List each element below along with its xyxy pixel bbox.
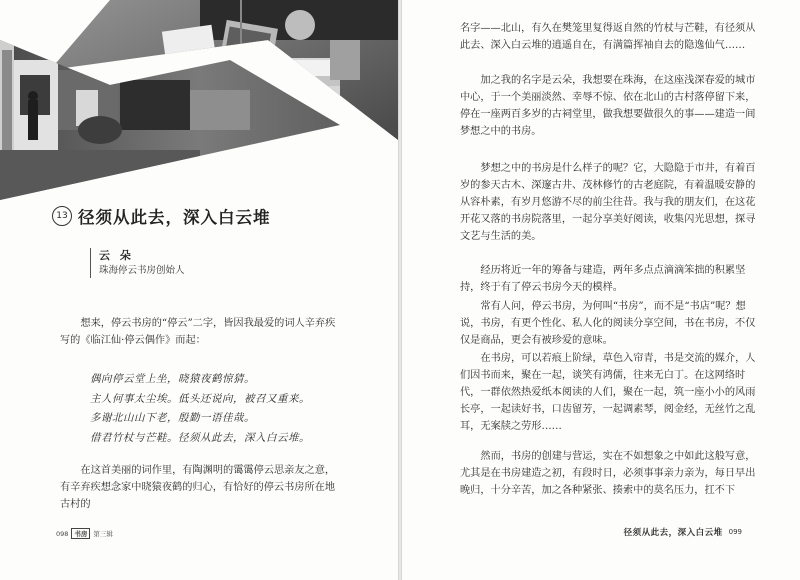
body-paragraph: 然而，书房的创建与营运，实在不如想象之中如此这般写意，尤其是在书房建造之初，有段时日，必须事事亲力亲为，每日早出晚归，十分辛苦，加之各种紧张、揍索中的莫名压力，扛不下 [460, 451, 756, 496]
left-footer [56, 528, 113, 539]
left-page [0, 0, 398, 580]
body-paragraph: 常有人问，停云书房，为何叫“书房”，而不是“书店”呢？想说，书房，有更个性化、私人化的阅读分享空间，书在书房，不仅仅是商品，更会有被珍爱的意味。 [460, 301, 756, 346]
body-paragraph: 经历将近一年的筹备与建造，两年多点点滴滴笨拙的积累坚持，终于有了停云书房今天的模样。 [460, 265, 746, 293]
poem-line: 主人何事太尘埃。低头还说向，被召又重来。 [90, 392, 310, 405]
author-name: 云 朵 [99, 249, 134, 262]
publication-logo: 书房 [71, 528, 90, 539]
body-paragraph: 名字——北山，有久在樊笼里复得返自然的竹杖与芒鞋，有径须从此去、深入白云堆的逍遥自在，有满篇挥袖自去的隐逸仙气…… [460, 23, 756, 51]
poem-line: 借君竹杖与芒鞋。径须从此去，深入白云堆。 [90, 431, 310, 444]
chapter-number: 13 [52, 206, 72, 226]
author-role: 珠海停云书房创始人 [99, 265, 185, 276]
poem [90, 370, 310, 448]
issue-label: 第三辑 [93, 530, 113, 538]
right-page [402, 0, 800, 580]
author-block [90, 248, 185, 278]
body-paragraph: 梦想之中的书房是什么样子的呢？它，大隐隐于市井，有着百岁的参天古木、深邃古井、茂林修竹的古老庭院，有着温暖安静的从容朴素，有岁月悠游不尽的前尘往昔。我与我的朋友们，在这花开花又落的书房院落里，一起分享美好阅读，收集闪光思想，探寻文艺与生活的美。 [460, 163, 756, 242]
chapter-heading [52, 204, 271, 228]
body-paragraph: 在这首美丽的词作里，有陶渊明的霭霭停云思亲友之意，有辛弃疾想念家中晓猿夜鹤的归心，有恰好的停云书房所在地古村的 [60, 465, 336, 510]
bookstore-photo-collage [0, 0, 398, 200]
left-page-number: 098 [56, 529, 69, 538]
poem-line: 多谢北山山下老，殷勤一语佳哉。 [90, 412, 255, 424]
body-paragraph: 在书房，可以若痕上阶绿，草色入帘青，书是交流的媒介，人们因书而来，聚在一起，谈笑有鸿儒，往来无白丁。在这网络时代，一群依然热爱纸本阅读的人们，聚在一起，筑一座小小的风雨长亭，一起读好书，口齿留芳，一起调素琴，阅金经，无丝竹之乱耳，无案牍之劳形…… [460, 353, 756, 432]
poem-line: 偶向停云堂上坐，晓猿夜鹤惊猜。 [90, 373, 255, 385]
running-title: 径须从此去，深入白云堆 [623, 528, 723, 538]
right-footer [624, 526, 742, 538]
intro-paragraph: 想来，停云书房的“停云”二字，皆因我最爱的词人辛弃疾写的《临江仙·停云偶作》而起： [60, 318, 336, 346]
chapter-title: 径须从此去，深入白云堆 [78, 208, 271, 227]
body-paragraph: 加之我的名字是云朵，我想要在珠海，在这座浅深春爱的城市中心，于一个美丽淡然、幸辱不惊、依在北山的古村落停留下来，停在一座两百多岁的古祠堂里，做我想要做很久的事——建造一间梦想之中的书房。 [460, 75, 756, 137]
right-page-number: 099 [728, 528, 742, 536]
